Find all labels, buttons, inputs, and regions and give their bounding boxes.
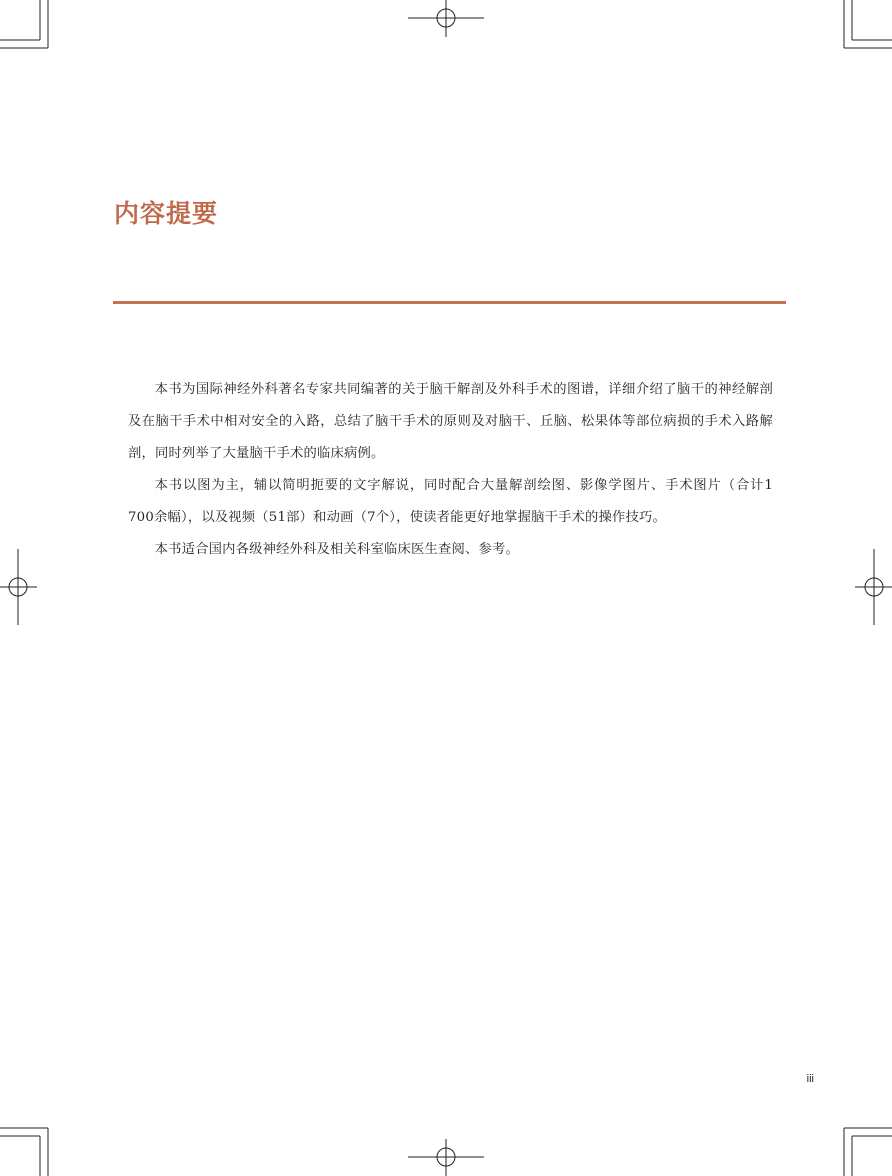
- registration-mark-left: [0, 549, 37, 625]
- page-title: 内容提要: [114, 199, 219, 228]
- registration-mark-top: [408, 0, 484, 37]
- summary-paragraph-2: 本书以图为主，辅以简明扼要的文字解说，同时配合大量解剖绘图、影像学图片、手术图片（合计1 700余幅），以及视频（51部）和动画（7个），使读者能更好地掌握脑干手术的操作技巧。: [128, 478, 773, 525]
- summary-paragraph-3: 本书适合国内各级神经外科及相关科室临床医生查阅、参考。: [154, 542, 520, 557]
- registration-mark-right: [855, 549, 892, 625]
- title-divider: [113, 301, 786, 304]
- summary-paragraph-1: 本书为国际神经外科著名专家共同编著的关于脑干解剖及外科手术的图谱，详细介绍了脑干的神经解剖及在脑干手术中相对安全的入路，总结了脑干手术的原则及对脑干、丘脑、松果体等部位病损的手术入路解剖，同时列举了大量脑干手术的临床病例。: [128, 382, 773, 461]
- registration-mark-bottom: [408, 1139, 484, 1176]
- summary-body: [128, 374, 773, 566]
- page-number: iii: [806, 1073, 814, 1085]
